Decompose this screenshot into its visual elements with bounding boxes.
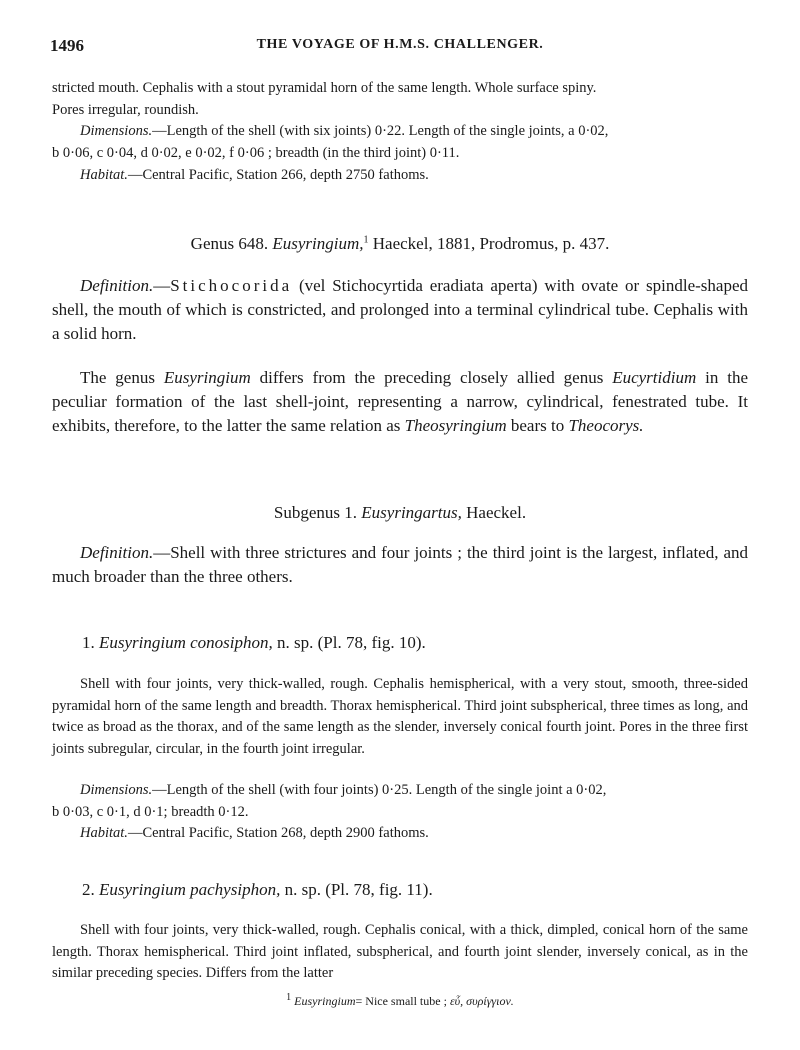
habitat-text: —Central Pacific, Station 266, depth 2750 fathoms. bbox=[127, 167, 429, 183]
definition-label: Definition. bbox=[80, 276, 154, 295]
species-1-dimensions-cont bbox=[52, 802, 748, 824]
description-text: Shell with four joints, very thick-walled, rough. Cephalis conical, with a thick, dimpled, conical horn of the same length. Thorax hemispherical. Third joint inflated, subspherical, and fourth joint slender, inversely conical, as in the similar preceding species. Differs from the latter bbox=[52, 922, 748, 981]
habitat-text: —Central Pacific, Station 268, depth 2900 fathoms. bbox=[127, 825, 429, 841]
description-text: Shell with four joints, very thick-walled, rough. Cephalis hemispherical, with a very stout, smooth, three-sided pyramidal horn of the same length and breadth. Thorax hemispherical. Third joint subspherical, three times as long, and twice as broad as the thorax, and of the same length as the slender, inversely conical fourth joint. Pores in the three first joints subregular, circular, in the fourth joint irregular. bbox=[52, 676, 748, 757]
footnote-marker: 1 bbox=[363, 234, 369, 246]
species-2-description bbox=[52, 920, 748, 985]
taxon-name: Eusyringium bbox=[163, 368, 251, 387]
definition-text: (vel Stichocyrtida eradiata aperta) with ovate or spindle-shaped shell, the mouth of which is constricted, and prolonged into a terminal cylindrical tube. Cephalis with a solid horn. bbox=[52, 276, 749, 343]
dimensions-text-1: —Length of the shell (with six joints) 0·22. Length of the single joints, a 0·02, bbox=[152, 123, 609, 139]
species-1-description bbox=[52, 674, 748, 760]
species-reference: n. sp. (Pl. 78, fig. 10). bbox=[277, 633, 426, 652]
footnote-greek: εὖ, συρίγγιον. bbox=[449, 994, 514, 1008]
text-run: in the peculiar formation of the last shell-joint, representing a narrow, cylindrical, fenestrated tube. It exhibits, therefore, to the latter the same relation as bbox=[52, 368, 748, 435]
species-reference: n. sp. (Pl. 78, fig. 11). bbox=[284, 880, 433, 899]
footnote-text: = Nice small tube ; bbox=[355, 994, 447, 1008]
genus-authority: Haeckel, 1881, Prodromus, p. 437. bbox=[372, 234, 610, 253]
definition-label: Definition. bbox=[80, 543, 154, 562]
carryover-dimensions bbox=[80, 121, 748, 143]
species-1-habitat bbox=[80, 823, 748, 845]
footnote-mark: 1 bbox=[286, 992, 292, 1003]
genus-prefix: Genus 648. bbox=[190, 234, 269, 253]
genus-heading bbox=[52, 234, 748, 254]
species-2-heading bbox=[82, 880, 433, 900]
definition-group: Stichocorida bbox=[170, 276, 293, 295]
subgenus-authority: Haeckel. bbox=[466, 503, 527, 522]
taxon-name: Eucyrtidium bbox=[612, 368, 697, 387]
taxon-name: Theocorys. bbox=[568, 416, 644, 435]
carryover-description bbox=[52, 78, 748, 121]
page-number: 1496 bbox=[50, 36, 84, 55]
species-1-dimensions bbox=[80, 780, 748, 802]
carryover-dimensions-cont bbox=[52, 143, 748, 165]
dimensions-label: Dimensions. bbox=[80, 782, 153, 798]
subgenus-name: Eusyringartus, bbox=[361, 503, 462, 522]
species-name: Eusyringium conosiphon, bbox=[99, 633, 273, 652]
definition-text: —Shell with three strictures and four joints ; the third joint is the largest, inflated, and much broader than the three others. bbox=[52, 543, 748, 586]
running-title: THE VOYAGE OF H.M.S. CHALLENGER. bbox=[256, 37, 544, 52]
species-number: 2. bbox=[82, 880, 95, 899]
carryover-line-2: Pores irregular, roundish. bbox=[52, 101, 199, 118]
page-header bbox=[50, 36, 750, 58]
genus-definition bbox=[52, 274, 748, 346]
text-run: The genus bbox=[80, 368, 155, 387]
habitat-label: Habitat. bbox=[80, 167, 128, 183]
dimensions-label: Dimensions. bbox=[80, 123, 153, 139]
text-run: bears to bbox=[510, 416, 565, 435]
text-run: differs from the preceding closely allied genus bbox=[259, 368, 604, 387]
dimensions-text-2: b 0·03, c 0·1, d 0·1; breadth 0·12. bbox=[52, 804, 249, 820]
subgenus-prefix: Subgenus 1. bbox=[273, 503, 358, 522]
subgenus-definition bbox=[52, 541, 748, 589]
species-name: Eusyringium pachysiphon, bbox=[99, 880, 281, 899]
footnote-term: Eusyringium bbox=[294, 994, 356, 1008]
species-number: 1. bbox=[82, 633, 95, 652]
definition-dash: — bbox=[153, 276, 171, 295]
carryover-habitat bbox=[80, 165, 748, 187]
taxon-name: Theosyringium bbox=[404, 416, 507, 435]
footnote bbox=[0, 994, 800, 1009]
species-1-heading bbox=[82, 633, 426, 653]
carryover-line-1: stricted mouth. Cephalis with a stout pyramidal horn of the same length. Whole surface spiny. bbox=[52, 80, 597, 96]
genus-comparison bbox=[52, 366, 748, 438]
habitat-label: Habitat. bbox=[80, 825, 128, 841]
subgenus-heading bbox=[52, 503, 748, 523]
dimensions-text-1: —Length of the shell (with four joints) 0·25. Length of the single joint a 0·02, bbox=[152, 782, 607, 798]
dimensions-text-2: b 0·06, c 0·04, d 0·02, e 0·02, f 0·06 ; breadth (in the third joint) 0·11. bbox=[52, 145, 460, 161]
genus-name: Eusyringium, bbox=[272, 234, 364, 253]
